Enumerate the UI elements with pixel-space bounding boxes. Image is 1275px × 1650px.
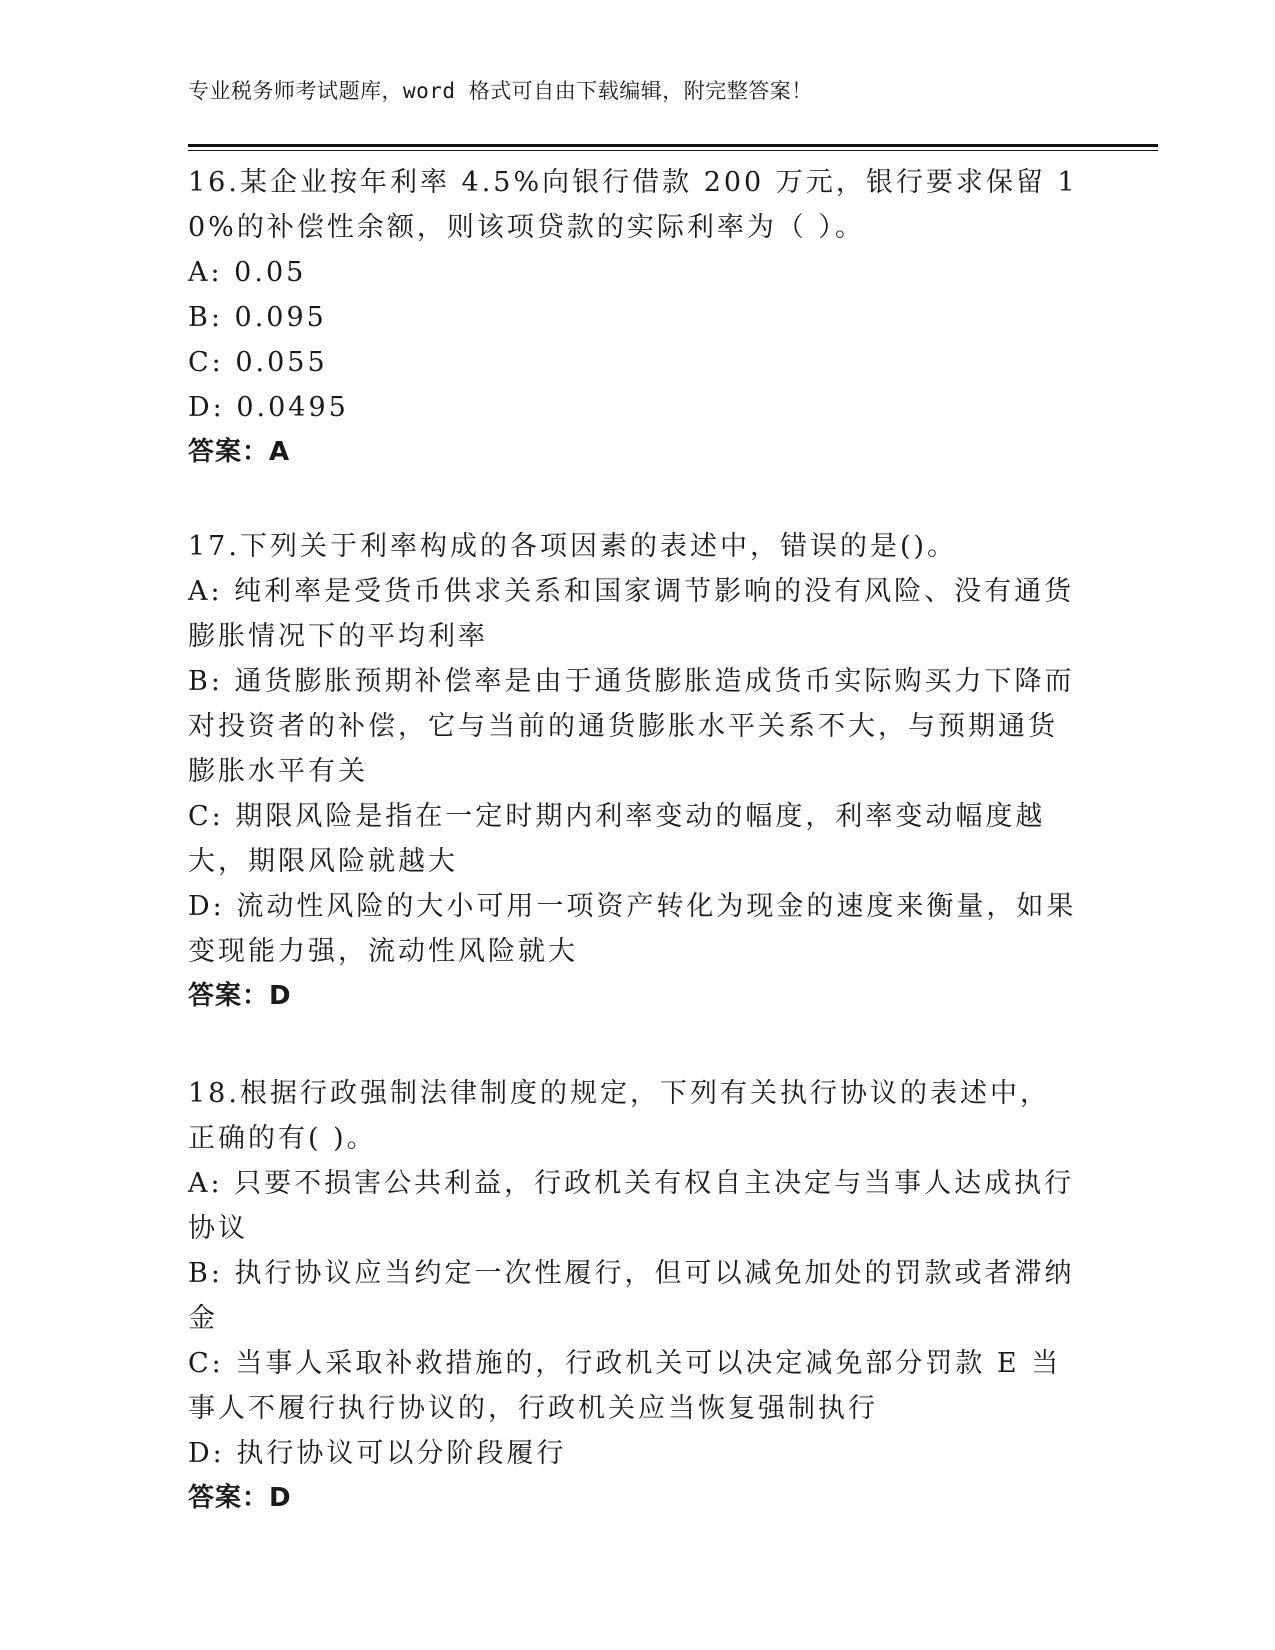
option-b: B: 0.095	[188, 302, 327, 333]
option-c: C: 0.055	[188, 347, 328, 378]
option-a: A: 纯利率是受货币供求关系和国家调节影响的没有风险、没有通货膨胀情况下的平均利率	[188, 576, 1075, 652]
header-divider-thin	[188, 150, 1158, 151]
option-a: A: 0.05	[188, 257, 307, 288]
option-d: D: 0.0495	[188, 392, 349, 423]
question-stem: 16.某企业按年利率 4.5%向银行借款 200 万元，银行要求保留 10%的补偿性余额，则该项贷款的实际利率为（ ）。	[188, 167, 1078, 243]
question-stem: 18.根据行政强制法律制度的规定，下列有关执行协议的表述中，正确的有( )。	[188, 1078, 1050, 1154]
answer-label: 答案：D	[188, 981, 292, 1011]
option-a: A: 只要不损害公共利益，行政机关有权自主决定与当事人达成执行协议	[188, 1168, 1075, 1244]
option-d: D: 流动性风险的大小可用一项资产转化为现金的速度来衡量，如果变现能力强，流动性风险就大	[188, 891, 1077, 967]
option-b: B: 通货膨胀预期补偿率是由于通货膨胀造成货币实际购买力下降而对投资者的补偿，它与当前的通货膨胀水平关系不大，与预期通货膨胀水平有关	[188, 666, 1075, 787]
option-b: B: 执行协议应当约定一次性履行，但可以减免加处的罚款或者滞纳金	[188, 1258, 1075, 1334]
question-stem: 17.下列关于利率构成的各项因素的表述中，错误的是()。	[188, 531, 958, 562]
option-c: C: 当事人采取补救措施的，行政机关可以决定减免部分罚款 E 当事人不履行执行协议的，行政机关应当恢复强制执行	[188, 1348, 1062, 1424]
question-16	[188, 160, 1078, 475]
header-divider-thick	[188, 144, 1158, 147]
question-17	[188, 524, 1078, 1019]
option-c: C: 期限风险是指在一定时期内利率变动的幅度，利率变动幅度越大，期限风险就越大	[188, 801, 1046, 877]
question-18	[188, 1071, 1078, 1521]
answer-label: 答案：A	[188, 437, 291, 467]
answer-label: 答案：D	[188, 1483, 292, 1513]
page-header-note: 专业税务师考试题库，word 格式可自由下载编辑，附完整答案！	[188, 79, 813, 103]
option-d: D: 执行协议可以分阶段履行	[188, 1438, 567, 1469]
